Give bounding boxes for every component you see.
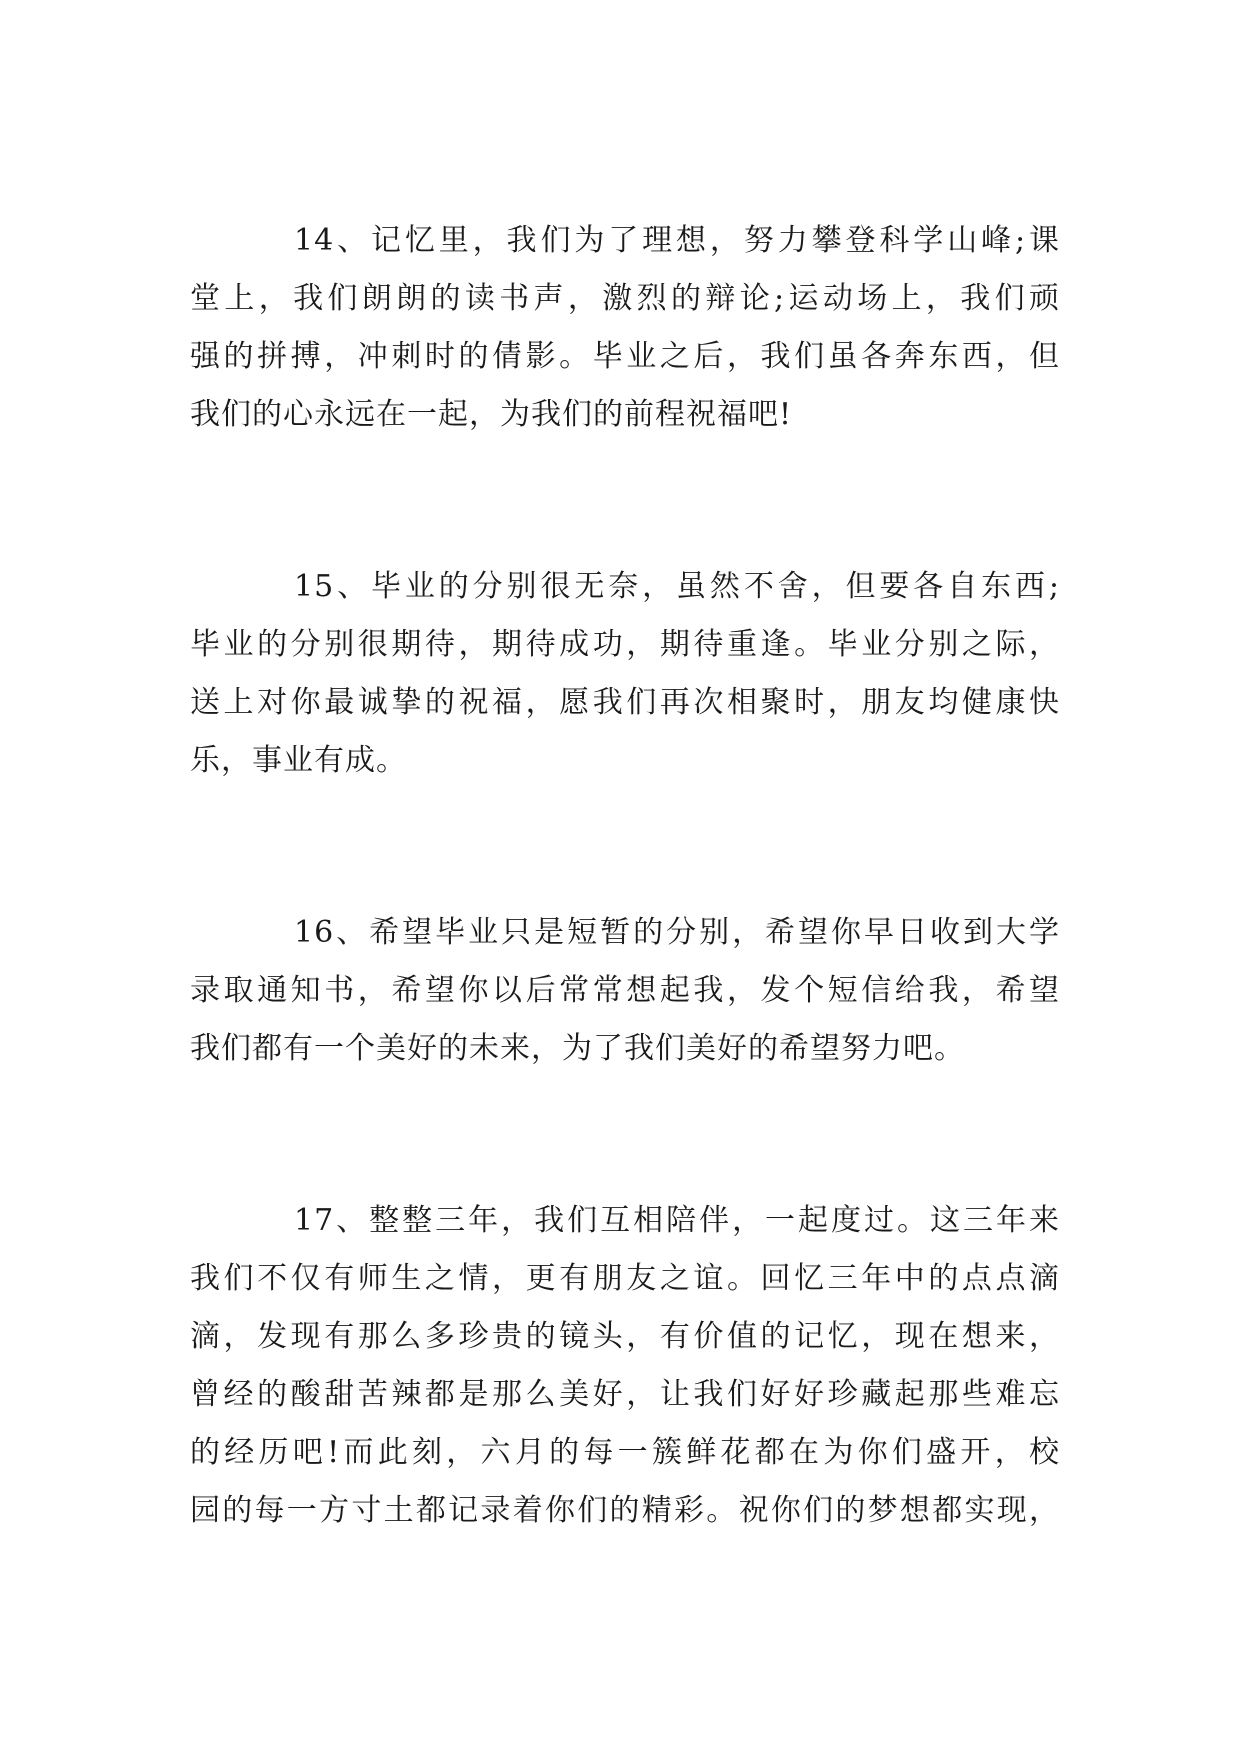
paragraph-14: [190, 212, 1060, 444]
text-line: 14、记忆里，我们为了理想，努力攀登科学山峰;课: [294, 223, 1060, 258]
text-line: 我们不仅有师生之情，更有朋友之谊。回忆三年中的点点滴: [190, 1261, 1060, 1296]
text-line: 我们的心永远在一起，为我们的前程祝福吧!: [190, 397, 793, 432]
text-line: 园的每一方寸土都记录着你们的精彩。祝你们的梦想都实现，: [190, 1493, 1060, 1528]
text-line: 乐，事业有成。: [190, 743, 407, 778]
text-line: 滴，发现有那么多珍贵的镜头，有价值的记忆，现在想来，: [190, 1319, 1060, 1354]
text-line: 我们都有一个美好的未来，为了我们美好的希望努力吧。: [190, 1031, 965, 1066]
text-line: 16、希望毕业只是短暂的分别，希望你早日收到大学: [294, 915, 1060, 950]
text-line: 录取通知书，希望你以后常常想起我，发个短信给我，希望: [190, 973, 1060, 1008]
text-line: 送上对你最诚挚的祝福，愿我们再次相聚时，朋友均健康快: [190, 685, 1060, 720]
text-line: 毕业的分别很期待，期待成功，期待重逢。毕业分别之际，: [190, 627, 1060, 662]
paragraph-16: [190, 904, 1060, 1078]
text-line: 17、整整三年，我们互相陪伴，一起度过。这三年来: [294, 1203, 1060, 1238]
text-line: 曾经的酸甜苦辣都是那么美好，让我们好好珍藏起那些难忘: [190, 1377, 1060, 1412]
text-line: 强的拼搏，冲刺时的倩影。毕业之后，我们虽各奔东西，但: [190, 339, 1060, 374]
paragraph-17: [190, 1192, 1060, 1540]
paragraph-15: [190, 558, 1060, 790]
text-line: 15、毕业的分别很无奈，虽然不舍，但要各自东西;: [294, 569, 1060, 604]
text-line: 的经历吧!而此刻，六月的每一簇鲜花都在为你们盛开，校: [190, 1435, 1060, 1470]
text-line: 堂上，我们朗朗的读书声，激烈的辩论;运动场上，我们顽: [190, 281, 1060, 316]
